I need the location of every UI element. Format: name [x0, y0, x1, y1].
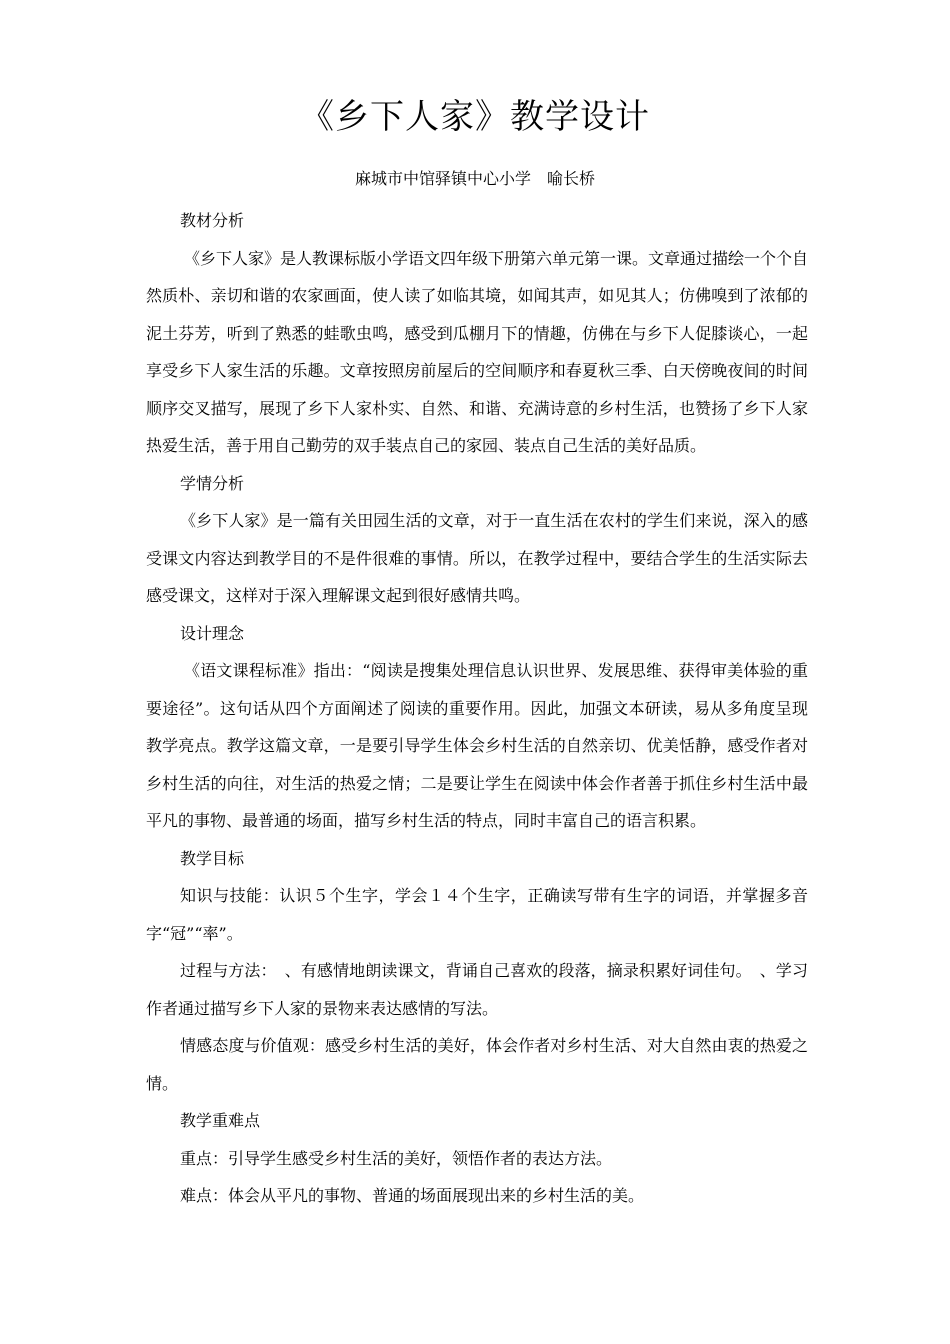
section-heading-concept: 设计理念	[180, 623, 245, 643]
document-body	[146, 202, 808, 1215]
document-title: 《乡下人家》教学设计	[300, 97, 650, 137]
paragraph-concept: 《语文课程标准》指出：“阅读是搜集处理信息认识世界、发展思维、获得审美体验的重要途径”。这句话从四个方面阐述了阅读的重要作用。因此，加强文本研读，易从多角度呈现教学亮点。教学这篇文章，一是要引导学生体会乡村生活的自然亲切、优美恬静，感受作者对乡村生活的向往，对生活的热爱之情；二是要让学生在阅读中体会作者善于抓住乡村生活中最平凡的事物、最普通的场面，描写乡村生活的特点，同时丰富自己的语言积累。	[146, 661, 808, 830]
paragraph-goal-process: 过程与方法： 、有感情地朗读课文，背诵自己喜欢的段落，摘录积累好词佳句。 、学习作者通过描写乡下人家的景物来表达感情的写法。	[146, 961, 808, 1018]
section-heading-learners: 学情分析	[180, 473, 245, 493]
section-heading-material: 教材分析	[180, 211, 245, 230]
paragraph-goal-knowledge: 知识与技能：认识５个生字，学会１４个生字，正确读写带有生字的词语，并掌握多音字“冠”“率”。	[146, 886, 808, 943]
paragraph-difficulty: 难点：体会从平凡的事物、普通的场面展现出来的乡村生活的美。	[180, 1186, 645, 1205]
paragraph-key-point: 重点：引导学生感受乡村生活的美好，领悟作者的表达方法。	[180, 1148, 613, 1168]
paragraph-material: 《乡下人家》是人教课标版小学语文四年级下册第六单元第一课。文章通过描绘一个个自然质朴、亲切和谐的农家画面，使人读了如临其境，如闻其声，如见其人；仿佛嗅到了浓郁的泥土芬芳，听到了熟悉的蛙歌虫鸣，感受到瓜棚月下的情趣，仿佛在与乡下人促膝谈心，一起享受乡下人家生活的乐趣。文章按照房前屋后的空间顺序和春夏秋三季、白天傍晚夜间的时间顺序交叉描写，展现了乡下人家朴实、自然、和谐、充满诗意的乡村生活，也赞扬了乡下人家热爱生活，善于用自己勤劳的双手装点自己的家园、装点自己生活的美好品质。	[146, 248, 809, 455]
section-heading-goals: 教学目标	[180, 848, 245, 868]
paragraph-goal-emotion: 情感态度与价值观：感受乡村生活的美好，体会作者对乡村生活、对大自然由衷的热爱之情。	[146, 1036, 808, 1093]
section-heading-keypoints: 教学重难点	[180, 1111, 261, 1130]
document-author: 麻城市中馆驿镇中心小学 喻长桥	[354, 169, 595, 188]
paragraph-learners: 《乡下人家》是一篇有关田园生活的文章，对于一直生活在农村的学生们来说，深入的感受课文内容达到教学目的不是件很难的事情。所以，在教学过程中，要结合学生的生活实际去感受课文，这样对于深入理解课文起到很好感情共鸣。	[146, 511, 808, 605]
